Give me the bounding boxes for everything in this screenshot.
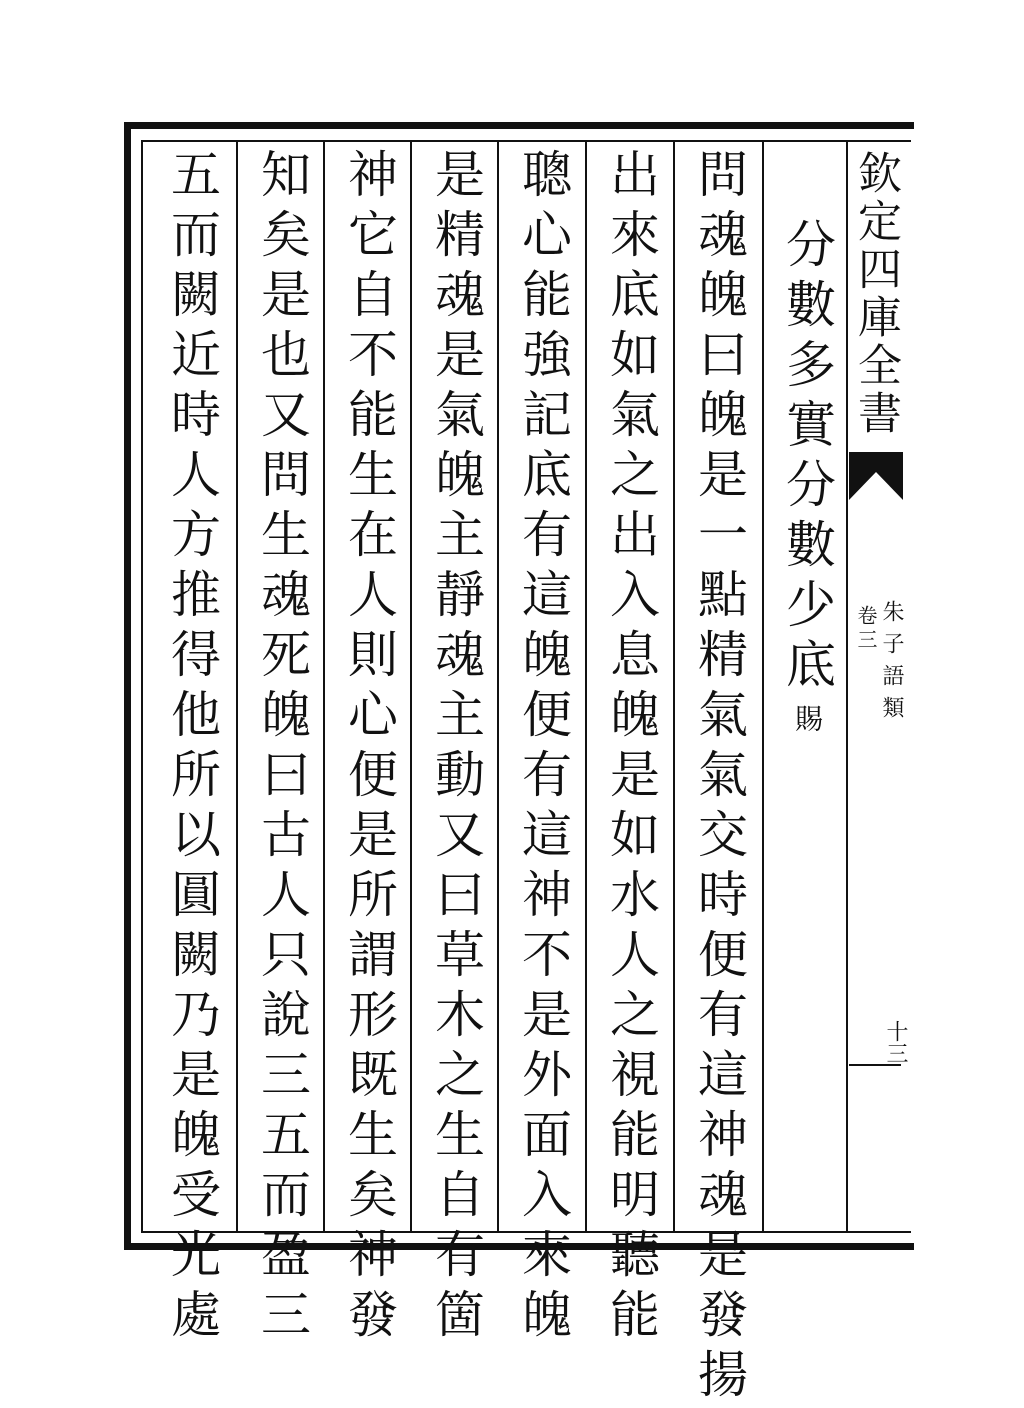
column-text: 聰心能強記底有這魄便有這神不是外面入來魄: [514, 148, 572, 1348]
text-column-8: [155, 148, 229, 1348]
volume-label: 卷三: [854, 605, 878, 653]
column-rule: [762, 142, 764, 1232]
column-text: 問魂魄曰魄是一點精氣氣交時便有這神魂是發揚: [690, 148, 748, 1408]
fishtail-mark-icon: [849, 452, 903, 500]
column-text: 神它自不能生在人則心便是所謂形既生矣神發: [340, 148, 398, 1348]
text-column-1: [770, 148, 844, 1298]
collection-title: 欽定四庫全書: [850, 150, 901, 438]
column-text: 知矣是也又問生魂死魄曰古人只說三五而盈三: [253, 148, 311, 1348]
text-column-4: [506, 148, 580, 1348]
column-text: 出來底如氣之出入息魄是如水人之視能明聽能: [602, 148, 660, 1348]
column-rule: [497, 142, 499, 1232]
column-rule: [410, 142, 412, 1232]
page-number: 十三: [883, 1020, 908, 1064]
recorder-note: 賜: [791, 704, 824, 732]
column-text: 五而闕近時人方推得他所以圓闕乃是魄受光處: [163, 148, 221, 1348]
column-text: 分數多實分數少底: [778, 218, 836, 698]
column-rule: [323, 142, 325, 1232]
text-column-2: [682, 148, 756, 1408]
column-text: 是精魂是氣魄主靜魂主動又曰草木之生自有箇: [427, 148, 485, 1348]
column-rule: [585, 142, 587, 1232]
text-column-6: [332, 148, 406, 1348]
column-rule: [673, 142, 675, 1232]
margin-rule: [849, 1064, 901, 1066]
column-rule: [236, 142, 238, 1232]
text-column-3: [594, 148, 668, 1348]
text-column-5: [419, 148, 493, 1348]
text-column-7: [245, 148, 319, 1348]
book-title: 朱子語類: [879, 600, 904, 728]
